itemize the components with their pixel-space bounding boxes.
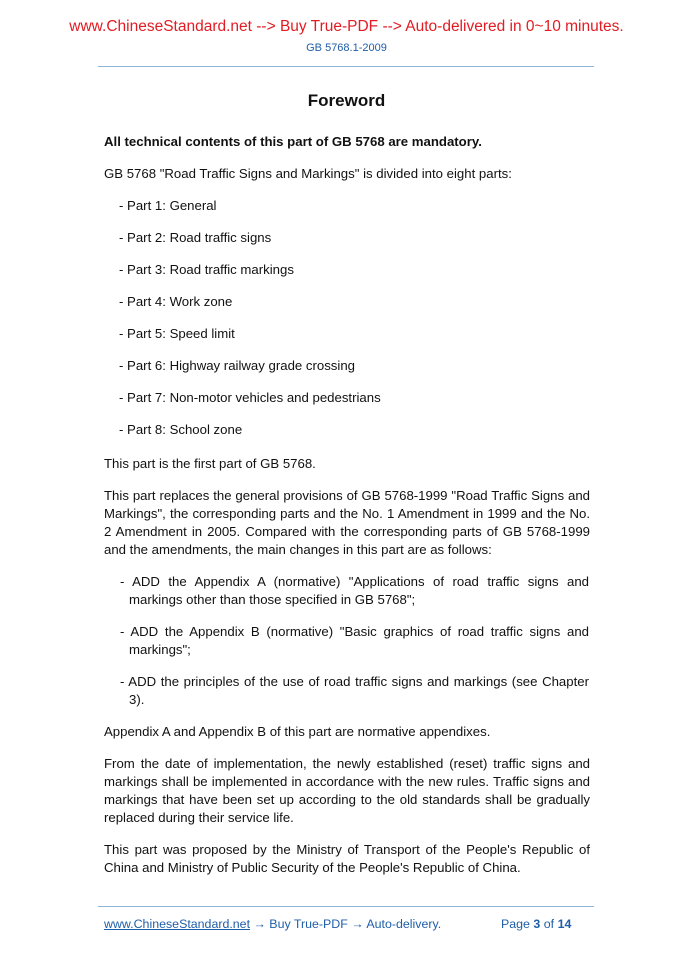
page-label: Page (501, 917, 530, 931)
footer-link-text: → Buy True-PDF → Auto-delivery. (250, 917, 442, 931)
part-list-item: - Part 4: Work zone (119, 294, 233, 309)
appendix-statement: Appendix A and Appendix B of this part are normative appendixes. (104, 724, 491, 739)
page-of-label: of (543, 917, 555, 931)
mandatory-statement: All technical contents of this part of GB 5768 are mandatory. (104, 134, 482, 149)
replacement-paragraph: This part replaces the general provisions of GB 5768-1999 "Road Traffic Signs and Markings", the corresponding parts and the No. 1 Amendment in 1999 and the No. 2 Amendment in 2005. Compared with the corresponding parts of GB 5768-1999 and the amendments, the main changes in this part are as follows: (104, 488, 590, 557)
promo-banner[interactable]: www.ChineseStandard.net --> Buy True-PDF --> Auto-delivered in 0~10 minutes. (69, 18, 624, 35)
page-number (501, 916, 571, 932)
part-list-item: - Part 7: Non-motor vehicles and pedestrians (119, 390, 381, 405)
change-list-item: - ADD the principles of the use of road traffic signs and markings (see Chapter 3). (120, 674, 589, 707)
part-list-item: - Part 1: General (119, 198, 217, 213)
header-divider (98, 66, 594, 67)
part-list-item: - Part 8: School zone (119, 422, 243, 437)
part-list-item: - Part 6: Highway railway grade crossing (119, 358, 356, 373)
part-list-item: - Part 3: Road traffic markings (119, 262, 294, 277)
change-list-item: - ADD the Appendix A (normative) "Applications of road traffic signs and markings other than those specified in GB 5768"; (120, 574, 589, 607)
footer-link-url[interactable]: www.ChineseStandard.net (104, 917, 251, 931)
proposer-paragraph: This part was proposed by the Ministry of Transport of the People's Republic of China and Ministry of Public Security of the People's Republic of China. (104, 842, 590, 875)
part-list-item: - Part 5: Speed limit (119, 326, 235, 341)
part-list-item: - Part 2: Road traffic signs (119, 230, 272, 245)
page-total: 14 (557, 917, 572, 931)
footer-link[interactable] (104, 916, 441, 932)
parts-intro: GB 5768 "Road Traffic Signs and Markings" is divided into eight parts: (104, 166, 512, 181)
page-title: Foreword (307, 91, 386, 110)
footer-divider (98, 906, 594, 907)
standard-code: GB 5768.1-2009 (306, 42, 387, 54)
implementation-paragraph: From the date of implementation, the newly established (reset) traffic signs and markings shall be implemented in accordance with the new rules. Traffic signs and markings that have been set up according to the old standards shall be gradually replaced during their service life. (104, 756, 590, 825)
page-current: 3 (533, 917, 541, 931)
first-part-statement: This part is the first part of GB 5768. (104, 456, 316, 471)
change-list-item: - ADD the Appendix B (normative) "Basic graphics of road traffic signs and markings"; (120, 624, 589, 657)
